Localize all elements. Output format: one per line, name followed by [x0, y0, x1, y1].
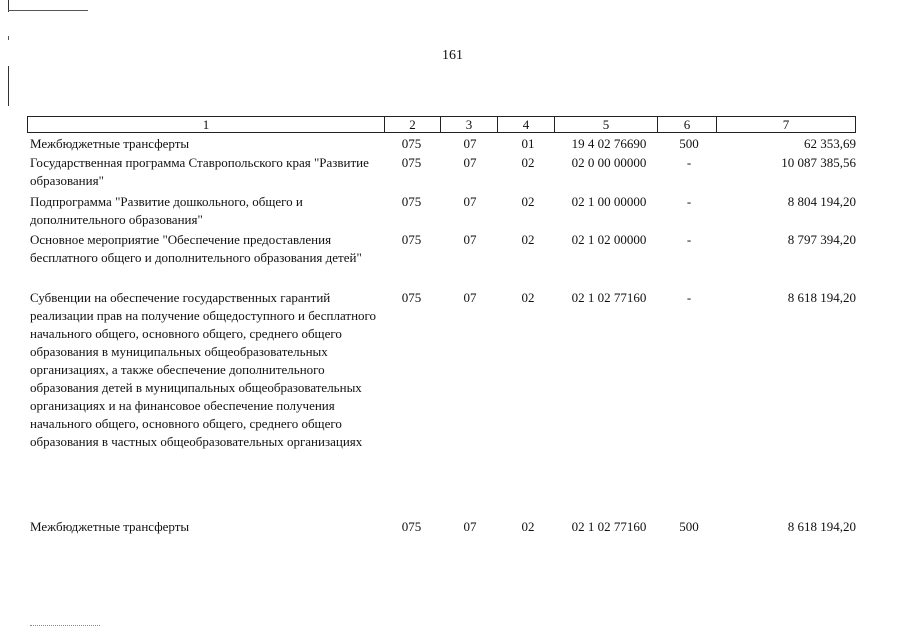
- column-header-2: 2: [385, 117, 441, 133]
- column-header-1: 1: [28, 117, 385, 133]
- row-col-7: 8 618 194,20: [787, 519, 856, 534]
- row-col-6: -: [686, 232, 692, 247]
- row-col-3: 07: [463, 290, 477, 305]
- row-col-7: 10 087 385,56: [781, 155, 856, 170]
- row-col-5: 02 1 02 77160: [571, 290, 647, 305]
- row-col-2: 075: [401, 155, 422, 170]
- row-col-7: 8 804 194,20: [787, 194, 856, 209]
- row-col-2: 075: [401, 519, 422, 534]
- row-col-6: -: [686, 155, 692, 170]
- row-col-4: 02: [521, 290, 535, 305]
- row-col-2: 075: [401, 194, 422, 209]
- row-col-5: 02 1 02 00000: [571, 232, 647, 247]
- row-col-7: 8 618 194,20: [787, 290, 856, 305]
- column-header-6: 6: [658, 117, 717, 133]
- row-col-6: 500: [679, 136, 699, 151]
- row-name: Субвенции на обеспечение государственных гарантий реализации прав на получение общедоступного и бесплатного начального общего, основного общего, среднего общего образования в муниципальных общеобразовательных организациях, а также обеспечение дополнительного образования детей в муниципальных общеобразовательных организациях и на финансовое обеспечение получения начального общего, основного общего, среднего общего образования в частных общеобразовательных организациях: [30, 290, 377, 449]
- row-col-5: 19 4 02 76690: [571, 136, 647, 151]
- row-name: Межбюджетные трансферты: [30, 519, 190, 534]
- row-col-6: -: [686, 290, 692, 305]
- row-name: Государственная программа Ставропольского края "Развитие образования": [30, 155, 369, 188]
- row-col-2: 075: [401, 290, 422, 305]
- page-number: 161: [442, 48, 463, 63]
- row-col-2: 075: [401, 136, 422, 151]
- row-col-3: 07: [463, 136, 477, 151]
- row-col-7: 8 797 394,20: [787, 232, 856, 247]
- row-name: Подпрограмма "Развитие дошкольного, общего и дополнительного образования": [30, 194, 303, 227]
- row-col-3: 07: [463, 519, 477, 534]
- row-col-3: 07: [463, 155, 477, 170]
- row-col-4: 02: [521, 519, 535, 534]
- row-col-4: 02: [521, 232, 535, 247]
- row-col-7: 62 353,69: [804, 136, 856, 151]
- row-col-4: 01: [521, 136, 535, 151]
- row-col-3: 07: [463, 232, 477, 247]
- column-header-4: 4: [498, 117, 555, 133]
- row-name: Основное мероприятие "Обеспечение предоставления бесплатного общего и дополнительного образования детей": [30, 232, 362, 265]
- row-col-4: 02: [521, 155, 535, 170]
- row-col-3: 07: [463, 194, 477, 209]
- row-col-5: 02 1 02 77160: [571, 519, 647, 534]
- row-col-5: 02 1 00 00000: [571, 194, 647, 209]
- column-header-3: 3: [441, 117, 498, 133]
- row-col-2: 075: [401, 232, 422, 247]
- row-col-5: 02 0 00 00000: [571, 155, 647, 170]
- column-header-5: 5: [555, 117, 658, 133]
- row-col-4: 02: [521, 194, 535, 209]
- row-col-6: -: [686, 194, 692, 209]
- row-name: Межбюджетные трансферты: [30, 136, 190, 151]
- column-header-7: 7: [717, 117, 856, 133]
- row-col-6: 500: [679, 519, 699, 534]
